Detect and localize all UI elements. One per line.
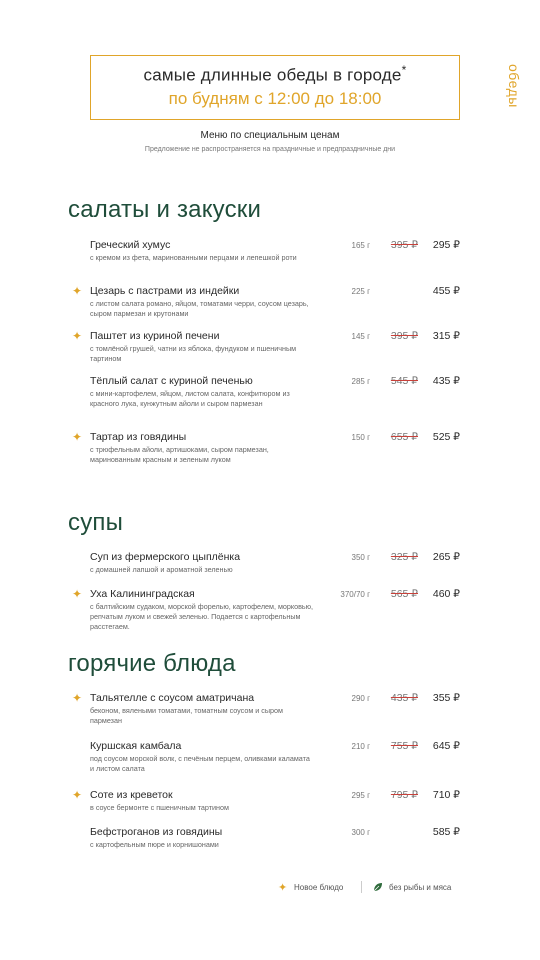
promo-subtitle: по будням с 12:00 до 18:00: [168, 89, 382, 108]
offer-note: Предложение не распространяется на праздничные и предпраздничные дни: [144, 146, 396, 153]
promo-title: самые длинные обеды в городе*: [143, 63, 407, 85]
item-description: с балтийским судаком, морской форелью, картофелем, морковью, репчатым луком и свежей зеленью. Подается с картофельным расстегаем.: [90, 602, 314, 631]
item-name: Тальятелле с соусом аматричана: [90, 692, 255, 704]
item-weight: 350 г: [351, 553, 370, 562]
item-old-price: 545 ₽: [390, 375, 418, 387]
item-description: с листом салата романо, яйцом, томатами черри, соусом цезарь, сыром пармезан и крутонами: [90, 299, 309, 318]
legend-new-label: Новое блюдо: [294, 883, 344, 892]
item-price: 645 ₽: [432, 740, 460, 752]
item-price: 460 ₽: [432, 588, 460, 600]
item-description: с картофельным пюре и корнишонами: [90, 840, 219, 849]
item-price: 315 ₽: [432, 330, 460, 342]
new-dish-star-icon: ✦: [72, 430, 83, 444]
item-name: Уха Калининградская: [90, 588, 195, 600]
item-description: с домашней лапшой и ароматной зеленью: [90, 565, 233, 574]
legend-divider: [361, 881, 362, 893]
item-weight: 285 г: [351, 377, 370, 386]
item-price: 585 ₽: [432, 826, 460, 838]
item-price: 710 ₽: [432, 789, 460, 801]
item-description: в соусе бермонте с пшеничным тартином: [90, 803, 229, 812]
item-old-price: 325 ₽: [390, 551, 418, 563]
item-old-price: 565 ₽: [390, 588, 418, 600]
item-weight: 370/70 г: [340, 590, 370, 599]
item-price: 265 ₽: [432, 551, 460, 563]
item-description: под соусом морской волк, с печёным перцем, оливками каламата и листом салата: [90, 754, 310, 773]
item-name: Тартар из говядины: [90, 431, 187, 443]
new-dish-star-icon: ✦: [72, 788, 83, 802]
item-name: Греческий хумус: [90, 239, 171, 251]
item-old-price: 395 ₽: [390, 330, 418, 342]
item-price: 455 ₽: [432, 285, 460, 297]
item-name: Тёплый салат с куриной печенью: [90, 375, 253, 387]
item-name: Соте из креветок: [90, 789, 173, 801]
promo-asterisk: *: [401, 63, 407, 77]
item-name: Цезарь с пастрами из индейки: [90, 285, 240, 297]
section-title-hot-dishes: горячие блюда: [68, 650, 236, 677]
item-weight: 210 г: [351, 742, 370, 751]
item-weight: 225 г: [351, 287, 370, 296]
section-title-soups: супы: [68, 509, 124, 536]
side-tab-label[interactable]: обеды: [506, 64, 522, 108]
item-weight: 290 г: [351, 694, 370, 703]
item-description: с мини-картофелем, яйцом, листом салата, конфитюром из красного лука, кунжутным айоли и сыром пармезан: [90, 389, 290, 408]
item-old-price: 395 ₽: [390, 239, 418, 251]
item-name: Суп из фермерского цыплёнка: [90, 551, 241, 563]
item-weight: 295 г: [351, 791, 370, 800]
item-old-price: 435 ₽: [390, 692, 418, 704]
legend-veg-label: без рыбы и мяса: [389, 883, 452, 892]
section-title-salads: салаты и закуски: [68, 196, 262, 223]
item-description: с кремом из фета, маринованными перцами и лепешкой роти: [90, 253, 297, 262]
new-dish-star-icon: ✦: [72, 691, 83, 705]
item-price: 435 ₽: [432, 375, 460, 387]
item-price: 525 ₽: [432, 431, 460, 443]
item-price: 355 ₽: [432, 692, 460, 704]
item-old-price: 795 ₽: [390, 789, 418, 801]
leaf-icon: [373, 882, 383, 892]
item-weight: 150 г: [351, 433, 370, 442]
item-old-price: 655 ₽: [390, 431, 418, 443]
item-name: Куршская камбала: [90, 740, 182, 752]
item-weight: 145 г: [351, 332, 370, 341]
promo-box: [90, 55, 460, 120]
new-dish-star-icon: ✦: [72, 329, 83, 343]
legend: [278, 882, 468, 896]
item-name: Бефстроганов из говядины: [90, 826, 223, 838]
item-weight: 165 г: [351, 241, 370, 250]
item-description: с трюфельным айоли, артишоками, сыром пармезан, маринованным красным и зеленым луком: [90, 445, 269, 464]
item-description: беконом, вялеными томатами, томатным соусом и сыром пармезан: [90, 706, 283, 725]
offer-title: Меню по специальным ценам: [200, 130, 340, 141]
new-dish-star-icon: ✦: [72, 587, 83, 601]
item-weight: 300 г: [351, 828, 370, 837]
item-description: с томлёной грушей, чатни из яблока, фундуком и пшеничным тартином: [90, 344, 297, 363]
item-old-price: 755 ₽: [390, 740, 418, 752]
item-price: 295 ₽: [432, 239, 460, 251]
item-name: Паштет из куриной печени: [90, 330, 220, 342]
new-dish-star-icon: ✦: [278, 882, 288, 894]
new-dish-star-icon: ✦: [72, 284, 83, 298]
